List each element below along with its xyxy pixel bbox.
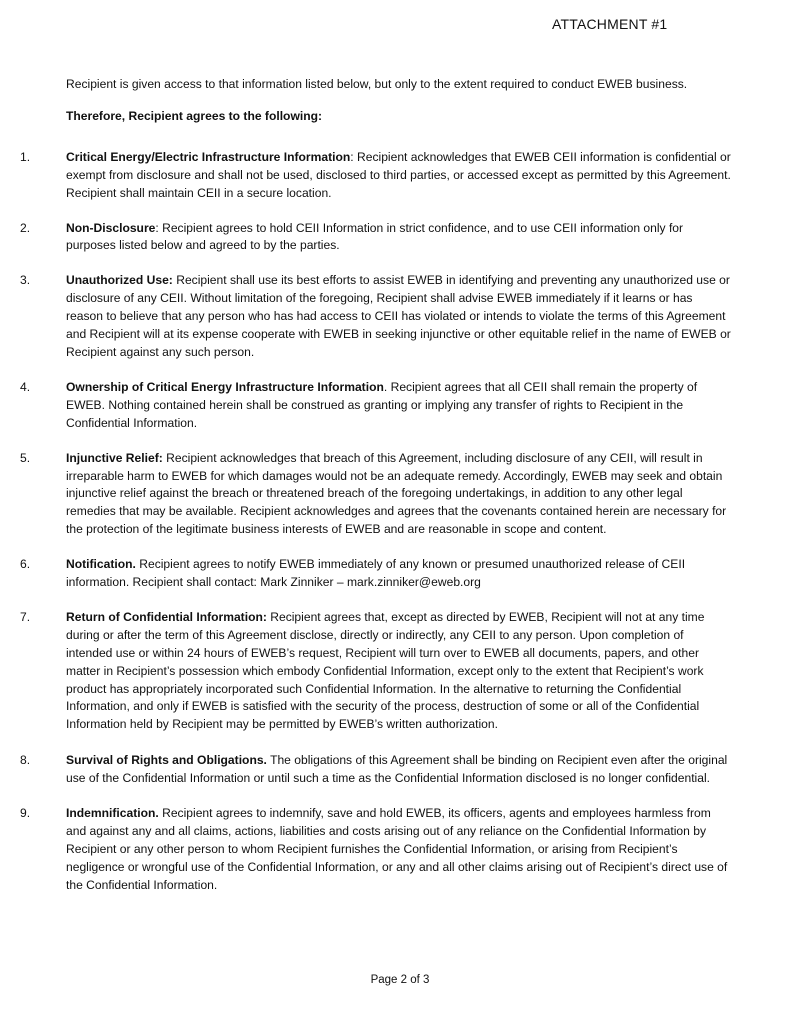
document-body bbox=[20, 76, 732, 895]
clause-number: 6. bbox=[20, 557, 31, 572]
clause-text bbox=[66, 805, 732, 895]
clause-number: 4. bbox=[20, 379, 31, 394]
clause-text bbox=[66, 609, 732, 734]
clause-body-text: : Recipient agrees to hold CEII Information in strict confidence, and to use CEII information only for purposes listed below and agreed to by the parties. bbox=[66, 220, 684, 253]
clause-2 bbox=[20, 220, 732, 256]
clause-8 bbox=[20, 752, 732, 788]
page-number: Page 2 of 3 bbox=[370, 974, 430, 986]
clause-body-text: Recipient shall use its best efforts to assist EWEB in identifying and preventing any unauthorized use or disclosure of any CEII. Without limitation of the foregoing, Recipient shall advise EWEB immediately if it learns or has reason to believe that any person who has had access to CEII has violated or intends to violate the terms of this Agreement and Recipient will at its expense cooperate with EWEB in seeking injunctive or other equitable relief in the name of EWEB or Recipient against any such person. bbox=[66, 273, 731, 359]
clause-text bbox=[66, 450, 732, 540]
clause-number: 8. bbox=[20, 753, 31, 768]
clause-text bbox=[66, 379, 732, 433]
intro-paragraph: Recipient is given access to that information listed below, but only to the extent required to conduct EWEB business. bbox=[66, 77, 688, 91]
clause-4 bbox=[20, 379, 732, 433]
clause-3 bbox=[20, 272, 732, 362]
clause-body-text: The obligations of this Agreement shall be binding on Recipient even after the original use of the Confidential Information or until such a time as the Confidential Information disclosed is no longer confidential. bbox=[66, 753, 728, 786]
clause-number: 1. bbox=[20, 149, 31, 164]
clause-body-text: Recipient acknowledges that breach of this Agreement, including disclosure of any CEII, will result in irreparable harm to EWEB for which damages would not be an adequate remedy. Accordingly, EWEB may seek and obtain injunctive relief against the breach or threatened breach of the foregoing undertakings, in addition to any other legal remedies that may be available. Recipient acknowledges and agrees that the covenants contained herein are necessary for the protection of the legitimate business interests of EWEB and are reasonable in scope and content. bbox=[66, 450, 727, 537]
clause-text bbox=[66, 752, 732, 788]
clause-heading: Injunctive Relief: bbox=[66, 450, 163, 465]
clause-heading: Survival of Rights and Obligations. bbox=[66, 753, 267, 768]
clause-heading: Unauthorized Use: bbox=[66, 273, 173, 288]
clause-1 bbox=[20, 149, 732, 203]
therefore-statement: Therefore, Recipient agrees to the following: bbox=[66, 108, 323, 123]
clause-heading: Critical Energy/Electric Infrastructure Information bbox=[66, 149, 351, 164]
clause-text bbox=[66, 272, 732, 362]
clause-number: 3. bbox=[20, 273, 31, 288]
clause-text bbox=[66, 149, 732, 203]
attachment-label: ATTACHMENT #1 bbox=[552, 16, 668, 32]
clause-body-text: Recipient agrees that, except as directed by EWEB, Recipient will not at any time during or after the term of this Agreement disclose, directly or indirectly, any CEII to any person. Upon completion of intended use or within 24 hours of EWEB’s request, Recipient will turn over to EWEB all documents, papers, and other matter in Recipient’s possession which embody Confidential Information, except only to the extent that Recipient’s work product has appropriately incorporated such Confidential Information. In the alternative to returning the Confidential Information, and only if EWEB is satisfied with the security of the process, destruction of some or all of the Confidential Information held by Recipient may be permitted by EWEB’s written authorization. bbox=[66, 609, 705, 732]
clause-number: 7. bbox=[20, 609, 31, 624]
clause-body-text: Recipient agrees to notify EWEB immediately of any known or presumed unauthorized release of CEII information. Recipient shall contact: Mark Zinniker – mark.zinniker@eweb.org bbox=[66, 557, 686, 590]
clause-heading: Non-Disclosure bbox=[66, 220, 156, 235]
clause-number: 2. bbox=[20, 220, 31, 235]
clause-heading: Return of Confidential Information: bbox=[66, 609, 267, 624]
clause-7 bbox=[20, 609, 732, 734]
clause-9 bbox=[20, 805, 732, 895]
clause-body-text: : Recipient acknowledges that EWEB CEII information is confidential or exempt from disclosure and shall not be used, disclosed to third parties, or accessed except as permitted by this Agreement. Recipient shall maintain CEII in a secure location. bbox=[66, 149, 731, 200]
clause-text bbox=[66, 220, 732, 256]
clause-number: 5. bbox=[20, 450, 31, 465]
clause-number: 9. bbox=[20, 806, 31, 821]
clause-heading: Notification. bbox=[66, 557, 136, 572]
clause-body-text: . Recipient agrees that all CEII shall remain the property of EWEB. Nothing contained herein shall be construed as granting or implying any transfer of rights to Recipient in the Confidential Information. bbox=[66, 379, 698, 430]
clause-text bbox=[66, 556, 732, 592]
clause-body-text: Recipient agrees to indemnify, save and hold EWEB, its officers, agents and employees harmless from and against any and all claims, actions, liabilities and costs arising out of any reliance on the Confidential Information by Recipient or any other person to whom Recipient furnishes the Confidential Information, or arising from Recipient’s negligence or wrongful use of the Confidential Information, or any and all other claims arising out of Recipient’s direct use of the Confidential Information. bbox=[66, 806, 728, 892]
clause-heading: Ownership of Critical Energy Infrastructure Information bbox=[66, 379, 384, 394]
clause-heading: Indemnification. bbox=[66, 806, 159, 821]
clause-6 bbox=[20, 556, 732, 592]
clause-5 bbox=[20, 450, 732, 540]
